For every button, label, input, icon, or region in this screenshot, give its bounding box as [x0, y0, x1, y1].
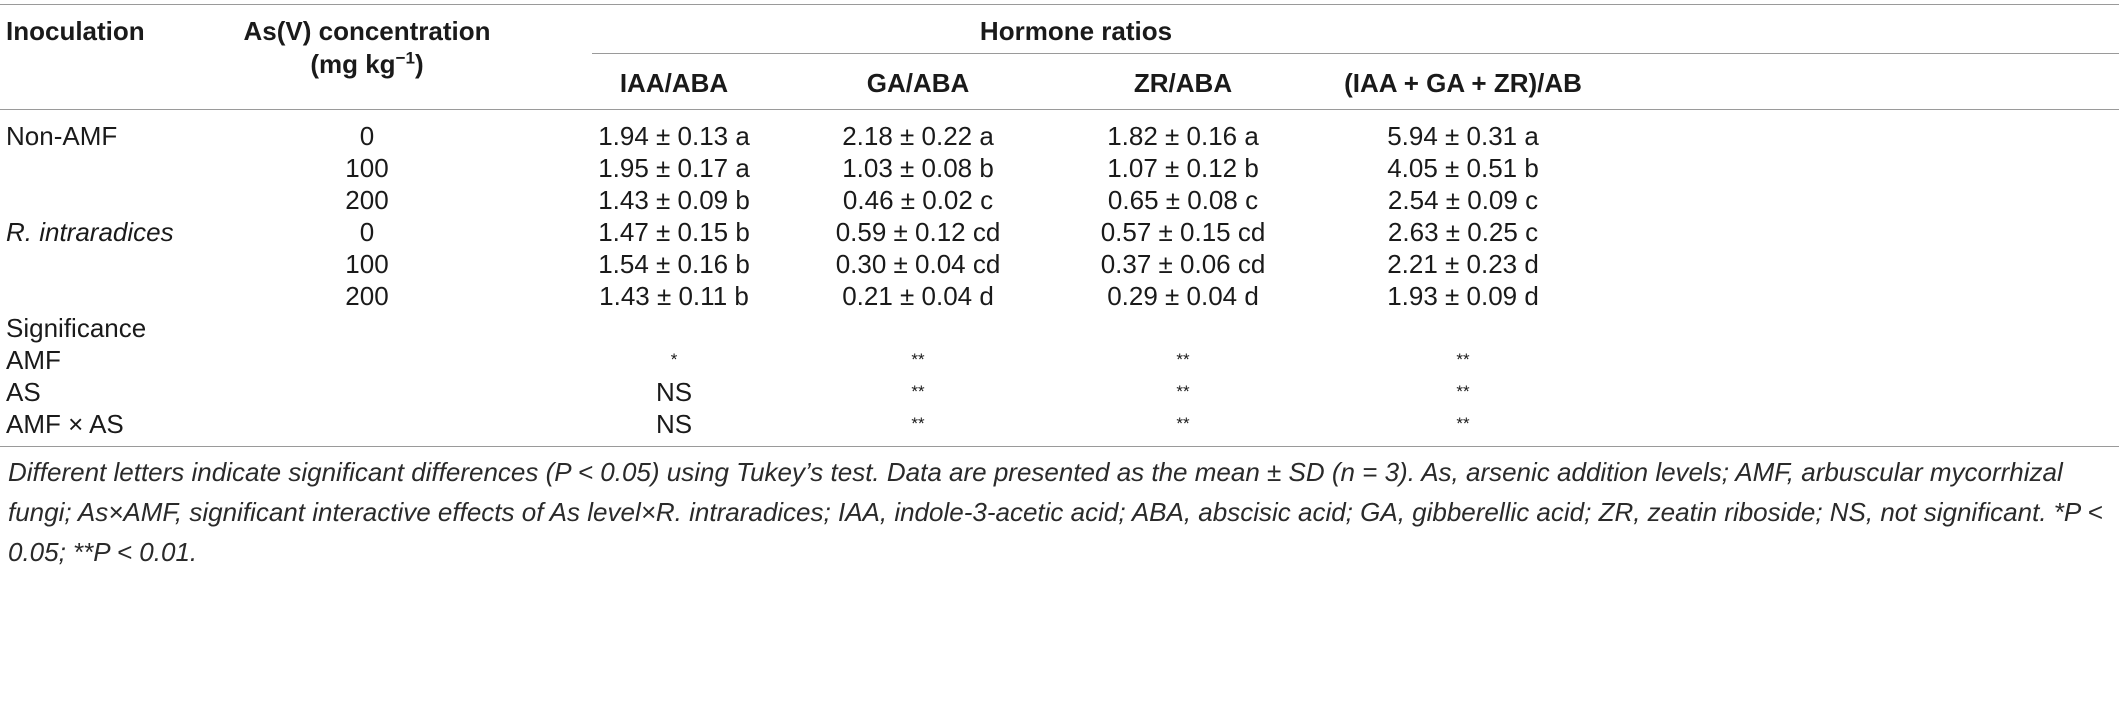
sig-row-2-sum-aba: **: [1456, 414, 1470, 433]
sig-row-1-factor: AS: [6, 377, 41, 407]
sig-row-1-sum-aba: **: [1456, 382, 1470, 401]
sig-row-1-ga-aba: **: [911, 382, 925, 401]
sig-row-2-iaa-aba: NS: [655, 409, 693, 439]
sig-row-0-zr-aba: **: [1176, 350, 1190, 369]
row-4-sum-aba: 2.21 ± 0.23 d: [1387, 249, 1539, 279]
row-5-sum-aba: 1.93 ± 0.09 d: [1387, 281, 1539, 311]
row-0-ga-aba: 2.18 ± 0.22 a: [842, 121, 994, 151]
row-3-inoculation: R. intraradices: [6, 217, 174, 247]
sig-row-0-sum-aba: **: [1456, 350, 1470, 369]
row-0-iaa-aba: 1.94 ± 0.13 a: [598, 121, 750, 151]
row-0-conc: 0: [359, 121, 375, 151]
row-3-iaa-aba: 1.47 ± 0.15 b: [598, 217, 750, 247]
header-ga-aba: GA/ABA: [866, 68, 970, 98]
row-2-zr-aba: 0.65 ± 0.08 c: [1107, 185, 1259, 215]
row-3-sum-aba: 2.63 ± 0.25 c: [1387, 217, 1539, 247]
row-0-sum-aba: 5.94 ± 0.31 a: [1387, 121, 1539, 151]
row-2-conc: 200: [345, 185, 389, 215]
row-4-ga-aba: 0.30 ± 0.04 cd: [835, 249, 1001, 279]
row-2-ga-aba: 0.46 ± 0.02 c: [842, 185, 994, 215]
header-concentration: [243, 16, 490, 79]
significance-label: Significance: [6, 313, 147, 343]
row-5-iaa-aba: 1.43 ± 0.11 b: [599, 281, 749, 311]
sig-row-0-iaa-aba: *: [670, 350, 678, 369]
sig-row-2-factor: AMF × AS: [6, 409, 124, 439]
table-footnote: Different letters indicate significant differences (P < 0.05) using Tukey’s test. Data are presented as the mean ± SD (n = 3). As, arsenic addition levels; AMF, arbuscular mycorrhizal fungi; As×AMF, significant interactive effects of As level×R. intraradices; IAA, indole-3-acetic acid; ABA, abscisic acid; GA, gibberellic acid; ZR, zeatin riboside; NS, not significant. *P < 0.05; **P < 0.01.: [8, 457, 2103, 567]
row-1-iaa-aba: 1.95 ± 0.17 a: [598, 153, 750, 183]
header-zr-aba: ZR/ABA: [1133, 68, 1233, 98]
header-sum-aba: (IAA + GA + ZR)/AB: [1344, 68, 1582, 98]
row-5-conc: 200: [345, 281, 389, 311]
row-1-ga-aba: 1.03 ± 0.08 b: [842, 153, 994, 183]
row-5-zr-aba: 0.29 ± 0.04 d: [1107, 281, 1259, 311]
sig-row-0-factor: AMF: [6, 345, 61, 375]
header-hormone-ratios: Hormone ratios: [979, 16, 1173, 46]
header-bottom-rule: [0, 109, 2119, 110]
table-bottom-rule: [0, 446, 2119, 447]
row-3-ga-aba: 0.59 ± 0.12 cd: [835, 217, 1001, 247]
sig-row-1-iaa-aba: NS: [655, 377, 693, 407]
row-3-zr-aba: 0.57 ± 0.15 cd: [1100, 217, 1266, 247]
header-concentration-unit: (mg $kg^{-1}$): [310, 48, 424, 79]
row-1-sum-aba: 4.05 ± 0.51 b: [1387, 153, 1539, 183]
header-iaa-aba: IAA/ABA: [619, 68, 729, 98]
row-1-zr-aba: 1.07 ± 0.12 b: [1107, 153, 1259, 183]
header-inoculation: Inoculation: [6, 16, 145, 46]
row-5-ga-aba: 0.21 ± 0.04 d: [842, 281, 994, 311]
row-4-iaa-aba: 1.54 ± 0.16 b: [598, 249, 750, 279]
row-2-sum-aba: 2.54 ± 0.09 c: [1387, 185, 1539, 215]
row-0-zr-aba: 1.82 ± 0.16 a: [1107, 121, 1259, 151]
row-4-zr-aba: 0.37 ± 0.06 cd: [1100, 249, 1266, 279]
sig-row-0-ga-aba: **: [911, 350, 925, 369]
table-top-rule: [0, 4, 2119, 5]
sig-row-2-zr-aba: **: [1176, 414, 1190, 433]
row-1-conc: 100: [345, 153, 389, 183]
row-2-iaa-aba: 1.43 ± 0.09 b: [598, 185, 750, 215]
sig-row-1-zr-aba: **: [1176, 382, 1190, 401]
sig-row-2-ga-aba: **: [911, 414, 925, 433]
row-0-inoculation: Non-AMF: [6, 121, 118, 151]
row-3-conc: 0: [359, 217, 375, 247]
header-concentration-line1: As(V) concentration: [243, 16, 491, 46]
row-4-conc: 100: [345, 249, 389, 279]
group-rule: [592, 53, 2119, 54]
